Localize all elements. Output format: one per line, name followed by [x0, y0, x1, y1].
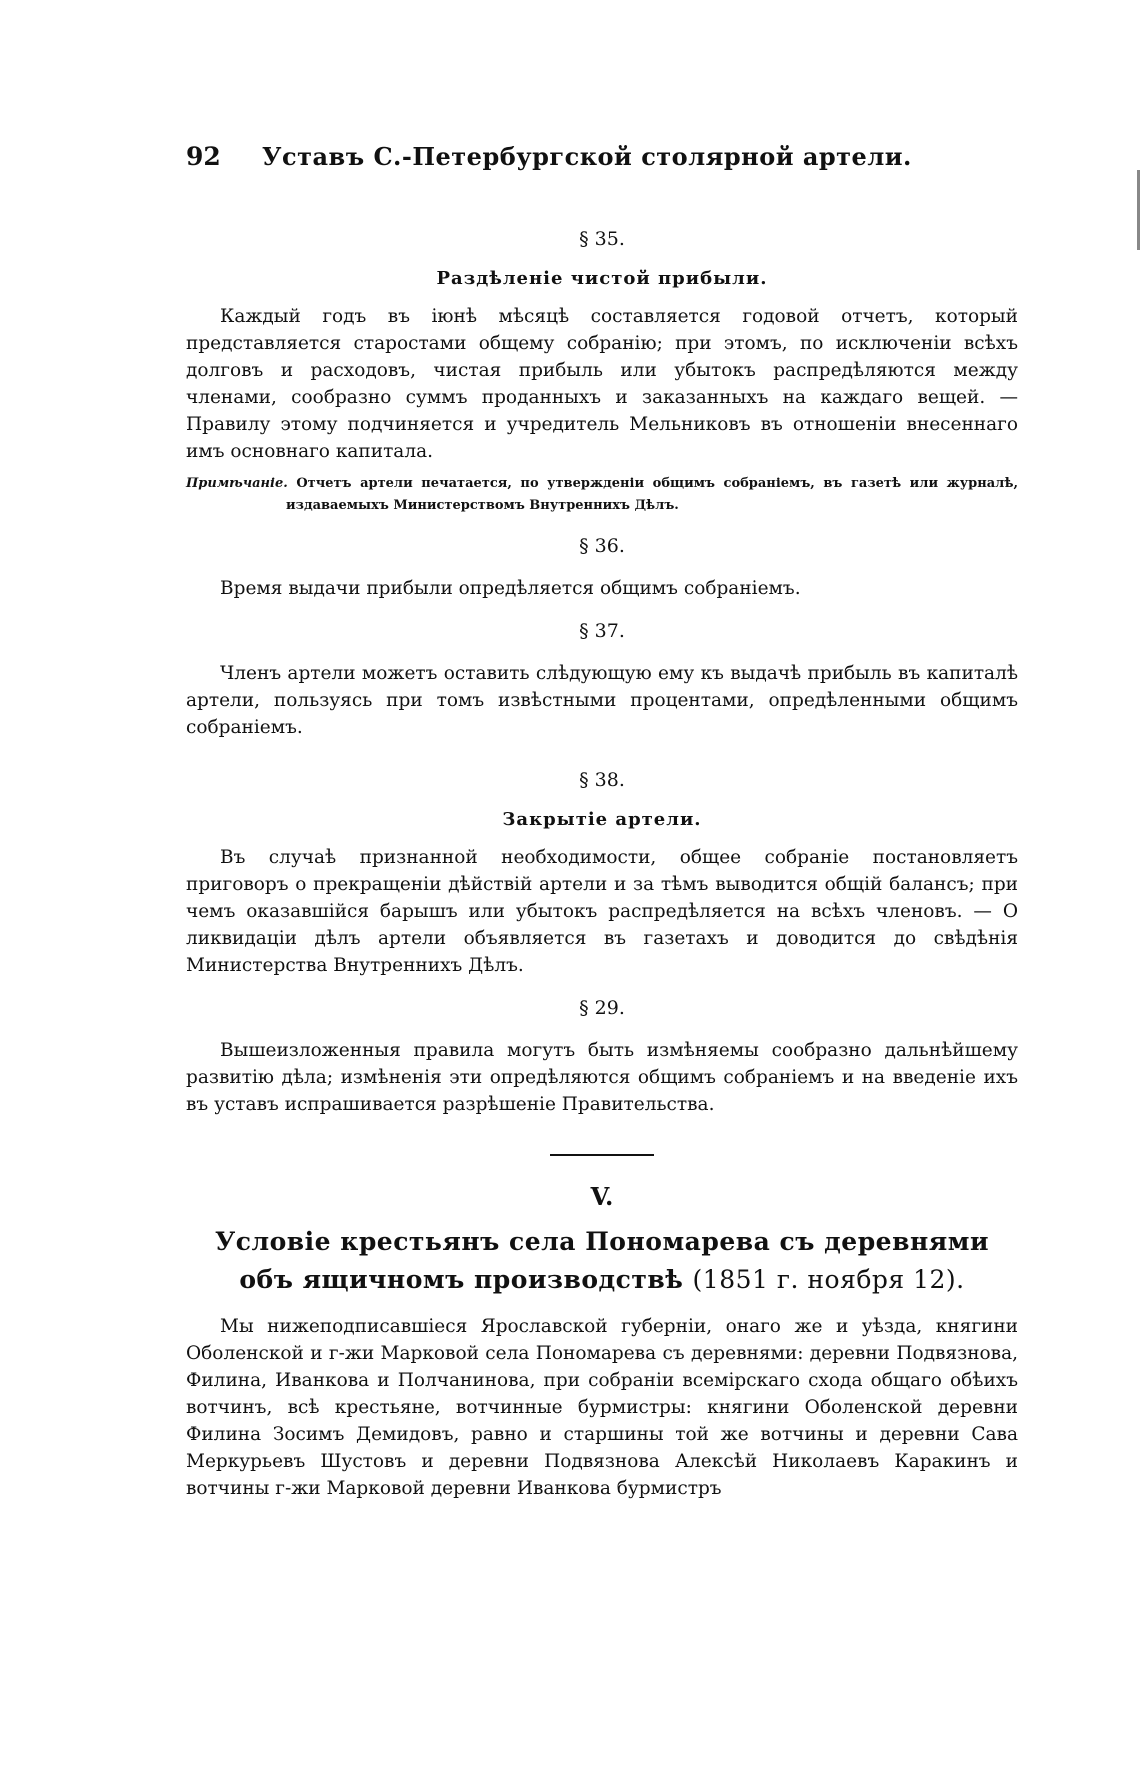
note-text: Отчетъ артели печатается, по утвержденіи общимъ собраніемъ, въ газетѣ или журналѣ, издаваемыхъ Министерствомъ Внутреннихъ Дѣлъ. — [286, 476, 1018, 513]
section-number: § 35. — [579, 228, 625, 250]
section-number: § 29. — [579, 997, 625, 1019]
section-title: Раздѣленіе чистой прибыли. — [436, 268, 768, 289]
section-paragraph: Время выдачи прибыли опредѣляется общимъ собраніемъ. — [220, 578, 801, 599]
chapter-number: V. — [590, 1182, 614, 1211]
note-label: Примѣчаніе. — [186, 476, 288, 491]
page-number: 92 — [186, 142, 221, 171]
chapter-title-text: Условіе крестьянъ села Пономарева съ деревнями объ ящичномъ производствѣ — [214, 1227, 989, 1294]
section-paragraph: Въ случаѣ признанной необходимости, общее собраніе постановляетъ приговоръ о прекращеніи дѣйствій артели и за тѣмъ выводится общій балансъ; при чемъ оказавшійся барышъ или убытокъ распредѣляется на всѣхъ членовъ. — О ликвидаціи дѣлъ артели объявляется въ газетахъ и доводится до свѣдѣнія Министерства Внутреннихъ Дѣлъ. — [186, 847, 1018, 976]
page-body — [186, 228, 1018, 1510]
section-number: § 36. — [579, 535, 625, 557]
section-number: § 38. — [579, 769, 625, 791]
section-note — [186, 473, 1018, 517]
section-title: Закрытіе артели. — [502, 809, 702, 830]
section-paragraph: Вышеизложенныя правила могутъ быть измѣняемы сообразно дальнѣйшему развитію дѣла; измѣненія эти опредѣляются общимъ собраніемъ и на введеніе ихъ въ уставъ испрашивается разрѣшеніе Правительства. — [186, 1040, 1018, 1115]
chapter-date: (1851 г. ноября 12). — [692, 1265, 965, 1294]
chapter-paragraph: Мы нижеподписавшіеся Ярославской губерніи, онаго же и уѣзда, княгини Оболенской и г-жи Марковой села Пономарева съ деревнями: деревни Подвязнова, Филина, Иванкова и Полчанинова, при собраніи всемірскаго схода общаго обѣихъ вотчинъ, всѣ крестьяне, вотчинные бурмистры: княгини Оболенской деревни Филина Зосимъ Демидовъ, равно и старшины той же вотчины и деревни Сава Меркурьевъ Шустовъ и деревни Подвязнова Алексѣй Николаевъ Каракинъ и вотчины г-жи Марковой деревни Иванкова бурмистръ — [186, 1316, 1018, 1499]
section-paragraph: Каждый годъ въ іюнѣ мѣсяцѣ составляется годовой отчетъ, который представляется старостами общему собранію; при этомъ, по исключеніи всѣхъ долговъ и расходовъ, чистая прибыль или убытокъ распредѣляются между членами, сообразно суммъ проданныхъ и заказанныхъ на каждаго вещей. — Правилу этому подчиняется и учредитель Мельниковъ въ отношеніи внесеннаго имъ основнаго капитала. — [186, 306, 1018, 462]
chapter-title — [186, 1223, 1018, 1299]
section-number: § 37. — [579, 620, 625, 642]
section-paragraph: Членъ артели можетъ оставить слѣдующую ему къ выдачѣ прибыль въ капиталѣ артели, пользуясь при томъ извѣстными процентами, опредѣленными общимъ собраніемъ. — [186, 663, 1018, 738]
running-title: Уставъ С.-Петербургской столярной артели. — [262, 142, 912, 171]
chapter-divider — [550, 1154, 654, 1156]
